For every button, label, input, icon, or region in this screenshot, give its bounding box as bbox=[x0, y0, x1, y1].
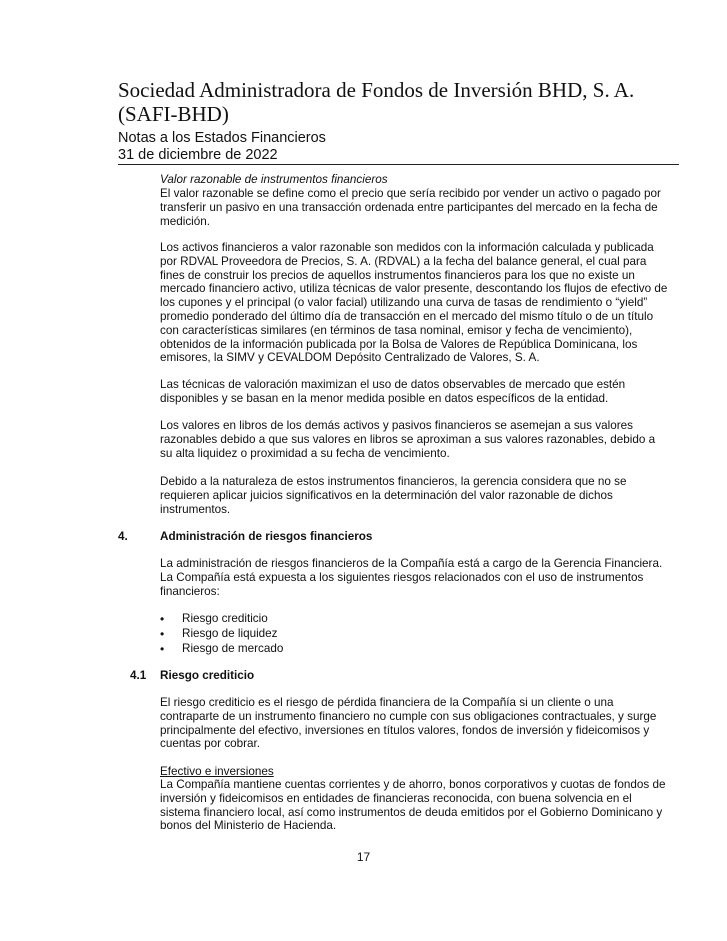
bullet-item: Riesgo de liquidez bbox=[182, 627, 278, 640]
text-line: su alta liquidez o proximidad a su fecha de vencimiento. bbox=[160, 446, 450, 460]
title-line: Sociedad Administradora de Fondos de Inversión BHD, S. A. bbox=[118, 78, 635, 102]
text-line: promedio ponderado del último día de transacción en el mercado del mismo título o de un título bbox=[160, 309, 654, 323]
text-line: Las técnicas de valoración maximizan el uso de datos observables de mercado que estén bbox=[160, 378, 626, 391]
text-line: emisores, la SIMV y CEVALDOM Depósito Centralizado de Valores, S. A. bbox=[160, 351, 540, 365]
cash-investments-subheading: Efectivo e inversiones bbox=[160, 765, 274, 778]
fair-value-paragraph-3 bbox=[160, 378, 682, 406]
title-line: (SAFI-BHD) bbox=[118, 102, 229, 126]
cash-investments-paragraph bbox=[160, 778, 682, 833]
text-line: Los valores en libros de los demás activos y pasivos financieros se asemejan a sus valores bbox=[160, 419, 633, 432]
text-line: medición. bbox=[160, 214, 211, 228]
text-line: mercado financiero activo, utiliza técnicas de valor presente, descontando los flujos de efectivo de bbox=[160, 282, 668, 296]
page-number: 17 bbox=[356, 850, 371, 864]
text-line: financieros: bbox=[160, 584, 220, 598]
section-4-intro bbox=[160, 557, 682, 598]
text-line: Los activos financieros a valor razonable son medidos con la información calculada y publicada bbox=[160, 241, 654, 254]
text-line: transferir un pasivo en una transacción ordenada entre participantes del mercado en la fecha de bbox=[160, 200, 658, 214]
section-4-title: Administración de riesgos financieros bbox=[160, 530, 373, 543]
fair-value-paragraph-4 bbox=[160, 419, 682, 460]
text-line: La Compañía está expuesta a los siguientes riesgos relacionados con el uso de instrumentos bbox=[160, 570, 644, 584]
text-line: La administración de riesgos financieros de la Compañía está a cargo de la Gerencia Financiera. bbox=[160, 557, 663, 570]
text-line: inversión y fideicomisos en entidades de financieras reconocida, con buena solvencia en el bbox=[160, 791, 632, 805]
text-line: principalmente del efectivo, inversiones en títulos valores, fondos de inversión y fideicomisos y bbox=[160, 723, 650, 737]
credit-risk-paragraph bbox=[160, 696, 682, 751]
bullet-item: Riesgo crediticio bbox=[182, 612, 268, 625]
bullet-icon: • bbox=[160, 612, 165, 626]
text-line: los cupones y el principal (o valor facial) utilizando una curva de tasas de rendimiento o “yield” bbox=[160, 296, 648, 310]
fair-value-paragraph-2 bbox=[160, 241, 682, 365]
bullet-item: Riesgo de mercado bbox=[182, 642, 284, 655]
section-4-1-number: 4.1 bbox=[130, 669, 147, 682]
text-line: obtenidos de la información publicada por la Bolsa de Valores de República Dominicana, los bbox=[160, 337, 638, 351]
text-line: requieren aplicar juicios significativos en la determinación del valor razonable de dichos bbox=[160, 488, 613, 502]
text-line: razonables debido a que sus valores en libros se aproximan a sus valores razonables, debido a bbox=[160, 432, 656, 446]
subtitle-line: 31 de diciembre de 2022 bbox=[118, 147, 278, 163]
header-divider bbox=[118, 164, 679, 165]
text-line: bonos del Ministerio de Hacienda. bbox=[160, 819, 337, 833]
document-subtitle bbox=[118, 130, 326, 164]
text-line: Debido a la naturaleza de estos instrumentos financieros, la gerencia considera que no se bbox=[160, 475, 627, 488]
bullet-icon: • bbox=[160, 627, 165, 641]
fair-value-paragraph-1 bbox=[160, 187, 682, 228]
section-4-1-title: Riesgo crediticio bbox=[160, 669, 255, 682]
text-line: por RDVAL Proveedora de Precios, S. A. (RDVAL) a la fecha del balance general, el cual para bbox=[160, 254, 647, 268]
text-line: La Compañía mantiene cuentas corrientes y de ahorro, bonos corporativos y cuotas de fondos de bbox=[160, 778, 666, 791]
fair-value-subheading: Valor razonable de instrumentos financieros bbox=[160, 173, 388, 186]
text-line: El riesgo crediticio es el riesgo de pérdida financiera de la Compañía si un cliente o una bbox=[160, 696, 614, 709]
text-line: sistema financiero local, así como instrumentos de deuda emitidos por el Gobierno Dominicano y bbox=[160, 805, 663, 819]
text-line: cuentas por cobrar. bbox=[160, 737, 261, 751]
text-line: instrumentos. bbox=[160, 502, 231, 516]
bullet-icon: • bbox=[160, 642, 165, 656]
text-line: contraparte de un instrumento financiero no cumple con sus obligaciones contractuales, y surge bbox=[160, 709, 657, 723]
fair-value-paragraph-5 bbox=[160, 475, 682, 516]
subtitle-line: Notas a los Estados Financieros bbox=[118, 130, 326, 146]
text-line: El valor razonable se define como el precio que sería recibido por vender un activo o pagado por bbox=[160, 187, 661, 200]
document-title bbox=[118, 78, 698, 126]
text-line: con características similares (en términos de tasa nominal, emisor y fecha de vencimiento), bbox=[160, 323, 633, 337]
text-line: disponibles y se basan en la menor medida posible en datos específicos de la entidad. bbox=[160, 391, 609, 405]
text-line: fines de construir los precios de aquellos instrumentos financieros para los que no existe un bbox=[160, 268, 635, 282]
section-4-number: 4. bbox=[118, 530, 128, 543]
